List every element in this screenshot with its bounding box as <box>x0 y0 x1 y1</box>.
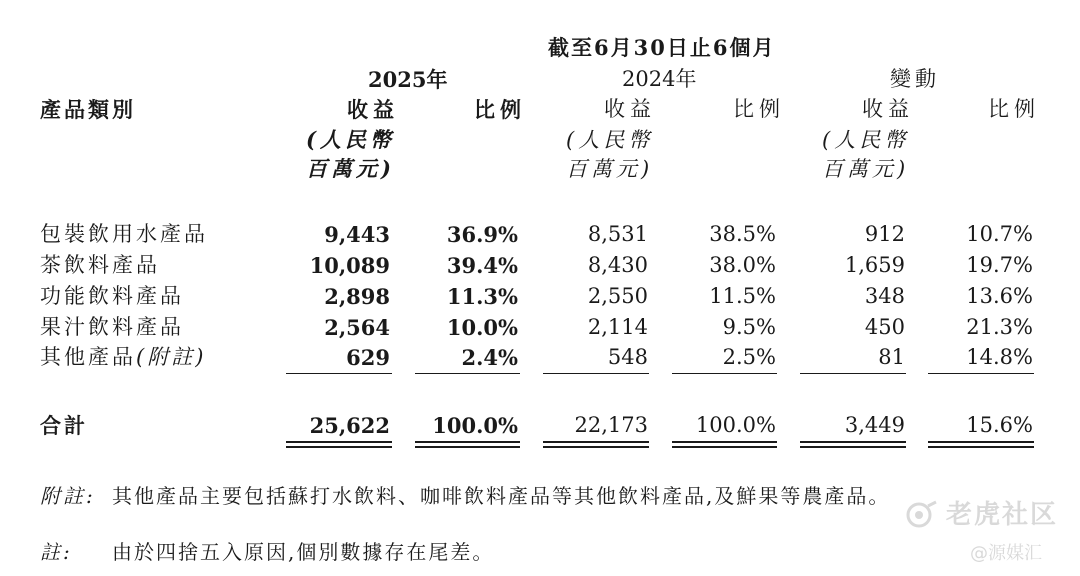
ratio-2025-cell: 10.0% <box>446 315 518 340</box>
revenue-2024-cell: 8,430 <box>587 253 648 277</box>
ratio-2025-header: 比例 <box>474 97 526 122</box>
tiger-logo-icon <box>904 500 940 530</box>
total-rule <box>928 441 1034 443</box>
total-rule <box>928 446 1034 448</box>
revenue-change-cell: 1,659 <box>844 253 905 277</box>
subtotal-rule <box>415 373 520 374</box>
total-rule <box>286 446 392 448</box>
revenue-2024-cell: 548 <box>607 345 648 369</box>
total-rule <box>672 446 777 448</box>
source-watermark: @源媒汇 <box>970 543 1042 564</box>
revenue-change-cell: 450 <box>864 315 905 339</box>
tiger-watermark-text: 老虎社区 <box>946 500 1059 530</box>
ratio-2025-cell: 2.4% <box>461 345 518 370</box>
ratio-change-cell: 10.7% <box>966 222 1033 246</box>
ratio-2025-cell: 36.9% <box>446 222 518 247</box>
ratio-2024-cell: 38.0% <box>709 253 776 277</box>
ratio-change-cell: 19.7% <box>966 253 1033 277</box>
total-rule <box>800 446 906 448</box>
total-ratio-change: 15.6% <box>966 413 1033 437</box>
ratio-2024-cell: 2.5% <box>722 345 776 369</box>
revenue-2024-cell: 2,550 <box>587 284 648 308</box>
ratio-change-cell: 14.8% <box>966 345 1033 369</box>
subtotal-rule <box>800 373 906 374</box>
row-label: 包裝飲用水產品 <box>40 222 208 246</box>
subtotal-rule <box>286 373 392 374</box>
revenue-2024-header: 收益 <box>604 97 656 121</box>
ratio-change-header: 比例 <box>988 97 1040 121</box>
note2-text: 由於四捨五入原因,個別數據存在尾差。 <box>112 540 495 564</box>
row-label: 功能飲料產品 <box>40 284 184 308</box>
row-label <box>40 347 206 368</box>
ratio-2024-cell: 11.5% <box>709 284 776 308</box>
unit-2025: (人民幣 百萬元) <box>306 127 395 181</box>
total-rule <box>415 446 520 448</box>
revenue-2025-cell: 629 <box>346 345 390 370</box>
change-header: 變動 <box>890 67 940 91</box>
revenue-2025-cell: 9,443 <box>324 222 390 247</box>
total-revenue-change: 3,449 <box>844 413 905 437</box>
category-header: 產品類別 <box>40 97 136 122</box>
total-rule <box>543 441 649 443</box>
row-label-note: (附註) <box>136 345 207 369</box>
note1-label: 附註: <box>40 484 96 508</box>
note1-text: 其他產品主要包括蘇打水飲料、咖啡飲料產品等其他飲料產品,及鮮果等農產品。 <box>112 484 891 508</box>
revenue-change-cell: 912 <box>864 222 905 246</box>
total-rule <box>543 446 649 448</box>
total-revenue-2025: 25,622 <box>309 413 390 438</box>
ratio-2025-cell: 39.4% <box>446 253 518 278</box>
subtotal-rule <box>672 373 777 374</box>
year-2025-header: 2025年 <box>368 67 448 92</box>
period-header: 截至6月30日止6個月 <box>548 35 776 60</box>
revenue-2025-cell: 2,564 <box>324 315 390 340</box>
ratio-2025-cell: 11.3% <box>446 284 518 309</box>
year-2024-header: 2024年 <box>622 67 697 91</box>
revenue-2025-cell: 10,089 <box>309 253 390 278</box>
total-ratio-2024: 100.0% <box>695 413 776 437</box>
subtotal-rule <box>928 373 1034 374</box>
total-rule <box>286 441 392 443</box>
row-label: 果汁飲料產品 <box>40 315 184 339</box>
total-rule <box>800 441 906 443</box>
revenue-change-cell: 81 <box>878 345 905 369</box>
ratio-change-cell: 13.6% <box>966 284 1033 308</box>
revenue-2025-cell: 2,898 <box>324 284 390 309</box>
ratio-2024-header: 比例 <box>733 97 785 121</box>
revenue-2025-header: 收益 <box>347 97 399 122</box>
revenue-2024-cell: 8,531 <box>587 222 648 246</box>
row-label: 茶飲料產品 <box>40 253 160 277</box>
ratio-2024-cell: 9.5% <box>722 315 776 339</box>
revenue-change-cell: 348 <box>864 284 905 308</box>
note2-label: 註: <box>40 540 73 564</box>
total-rule <box>672 441 777 443</box>
subtotal-rule <box>543 373 649 374</box>
revenue-change-header: 收益 <box>862 97 914 121</box>
total-rule <box>415 441 520 443</box>
revenue-2024-cell: 2,114 <box>587 315 648 339</box>
total-revenue-2024: 22,173 <box>574 413 648 437</box>
row-label-text: 其他產品 <box>40 345 136 369</box>
unit-change: (人民幣 百萬元) <box>822 128 910 181</box>
unit-2024: (人民幣 百萬元) <box>566 128 654 181</box>
ratio-2024-cell: 38.5% <box>709 222 776 246</box>
total-ratio-2025: 100.0% <box>432 413 518 438</box>
ratio-change-cell: 21.3% <box>966 315 1033 339</box>
total-label: 合計 <box>40 413 88 438</box>
